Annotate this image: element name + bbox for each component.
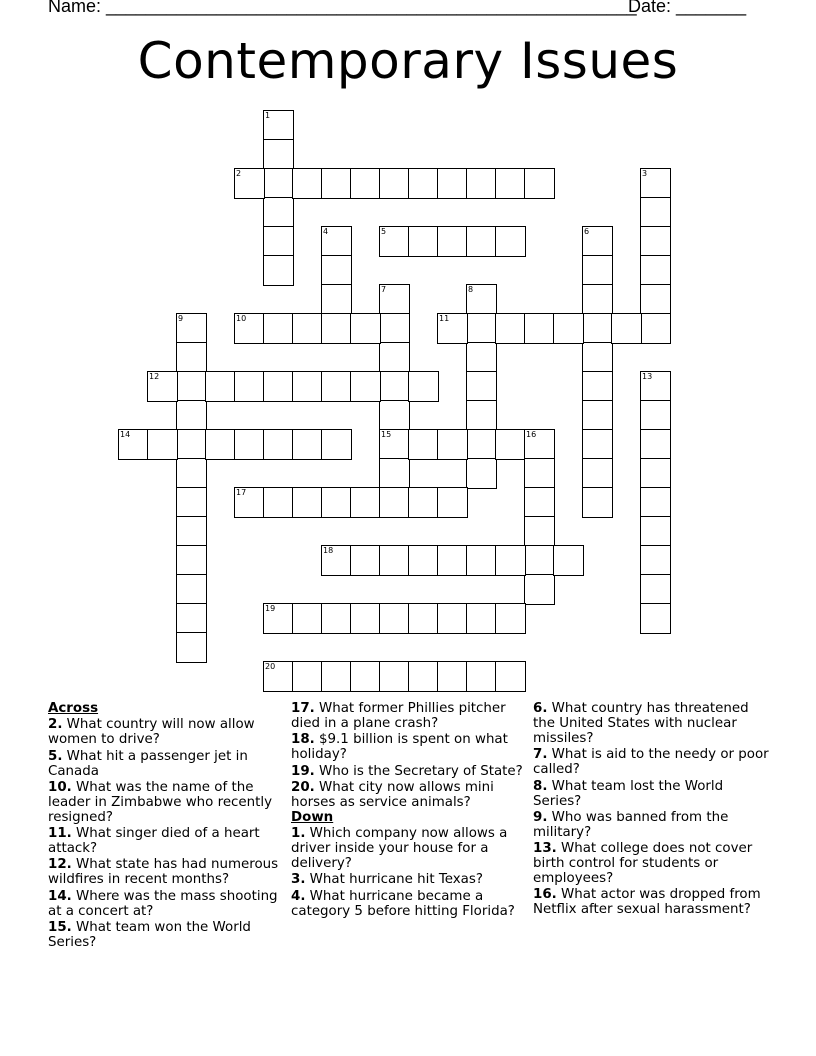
clue-text: What college does not cover birth control for students or employees? — [533, 841, 753, 887]
crossword-cell[interactable] — [321, 284, 352, 315]
crossword-cell[interactable] — [321, 603, 352, 634]
clue-number-label: 10 — [236, 314, 247, 323]
clue-number: 6. — [533, 701, 548, 716]
crossword-cell[interactable] — [176, 429, 207, 460]
crossword-cell[interactable] — [640, 313, 671, 344]
clue-number-label: 6 — [584, 227, 590, 236]
crossword-cell[interactable] — [379, 400, 410, 431]
crossword-cell[interactable] — [263, 661, 294, 692]
crossword-cell[interactable] — [640, 603, 671, 634]
clue-across-12 — [48, 857, 284, 887]
crossword-cell[interactable] — [205, 371, 236, 402]
clue-number: 8. — [533, 778, 548, 794]
crossword-cell[interactable] — [640, 226, 671, 257]
crossword-cell[interactable] — [408, 603, 439, 634]
crossword-cell[interactable] — [466, 400, 497, 431]
clue-text: What country will now allow women to drive? — [48, 717, 255, 748]
crossword-cell[interactable] — [524, 429, 555, 460]
clue-number-label: 16 — [526, 430, 537, 439]
crossword-cell[interactable] — [640, 429, 671, 460]
crossword-cell[interactable] — [524, 458, 555, 489]
clue-number-label: 13 — [642, 372, 653, 381]
crossword-cell[interactable] — [495, 603, 526, 634]
clue-across-20 — [291, 780, 527, 810]
crossword-cell[interactable] — [350, 603, 381, 634]
clue-down-7 — [533, 747, 769, 777]
clue-text: What team lost the World Series? — [533, 778, 724, 809]
clue-number: 7. — [533, 747, 548, 763]
crossword-cell[interactable] — [582, 400, 613, 431]
crossword-cell[interactable] — [118, 429, 149, 460]
crossword-cell[interactable] — [292, 313, 323, 344]
crossword-cell[interactable] — [176, 458, 207, 489]
crossword-cell[interactable] — [234, 487, 265, 518]
clue-number: 18. — [291, 732, 315, 748]
clue-across-19 — [291, 764, 527, 779]
crossword-cell[interactable] — [379, 313, 410, 344]
crossword-cell[interactable] — [321, 168, 352, 199]
crossword-cell[interactable] — [466, 661, 497, 692]
crossword-cell[interactable] — [176, 632, 207, 663]
crossword-cell[interactable] — [263, 139, 294, 170]
crossword-cell[interactable] — [495, 545, 526, 576]
clue-down-8 — [533, 779, 769, 809]
clue-number-label: 14 — [120, 430, 131, 439]
crossword-cell[interactable] — [263, 226, 294, 257]
crossword-cell[interactable] — [437, 487, 468, 518]
crossword-cell[interactable] — [437, 429, 468, 460]
clue-number: 16. — [533, 887, 557, 903]
clue-number: 4. — [291, 888, 306, 904]
crossword-cell[interactable] — [263, 429, 294, 460]
clue-across-17 — [291, 701, 527, 731]
clue-across-5 — [48, 749, 284, 779]
crossword-cell[interactable] — [292, 487, 323, 518]
clue-number: 17. — [291, 701, 315, 716]
crossword-cell[interactable] — [408, 545, 439, 576]
crossword-cell[interactable] — [234, 168, 265, 199]
crossword-cell[interactable] — [582, 342, 613, 373]
crossword-cell[interactable] — [437, 226, 468, 257]
crossword-cell[interactable] — [437, 545, 468, 576]
crossword-cell[interactable] — [379, 458, 410, 489]
crossword-cell[interactable] — [379, 226, 410, 257]
crossword-cell[interactable] — [321, 545, 352, 576]
crossword-cell[interactable] — [379, 603, 410, 634]
crossword-cell[interactable] — [176, 313, 207, 344]
crossword-cell[interactable] — [379, 429, 410, 460]
crossword-cell[interactable] — [263, 603, 294, 634]
clue-number: 9. — [533, 809, 548, 825]
crossword-cell[interactable] — [640, 458, 671, 489]
crossword-cell[interactable] — [321, 255, 352, 286]
clue-text: What hurricane became a category 5 before hitting Florida? — [291, 888, 515, 919]
clue-number-label: 20 — [265, 662, 276, 671]
clue-text: Who is the Secretary of State? — [319, 763, 523, 779]
crossword-cell[interactable] — [582, 371, 613, 402]
clue-number: 2. — [48, 717, 63, 733]
clue-down-13 — [533, 841, 769, 886]
crossword-cell[interactable] — [234, 313, 265, 344]
crossword-cell[interactable] — [234, 429, 265, 460]
crossword-cell[interactable] — [466, 284, 497, 315]
crossword-cell[interactable] — [553, 545, 584, 576]
page-title: Contemporary Issues — [137, 32, 679, 90]
crossword-cell[interactable] — [176, 545, 207, 576]
clue-text: Where was the mass shooting at a concert at? — [48, 888, 278, 919]
crossword-cell[interactable] — [263, 110, 294, 141]
crossword-cell[interactable] — [263, 255, 294, 286]
clue-text: What country has threatened the United States with nuclear missiles? — [533, 701, 749, 746]
crossword-cell[interactable] — [640, 284, 671, 315]
clues-column-3 — [533, 701, 769, 917]
date-field-line: Date: _______ — [628, 0, 747, 16]
crossword-cell[interactable] — [176, 516, 207, 547]
crossword-cell[interactable] — [321, 313, 352, 344]
crossword-cell[interactable] — [350, 661, 381, 692]
crossword-cell[interactable] — [408, 226, 439, 257]
crossword-cell[interactable] — [495, 661, 526, 692]
clue-number-label: 3 — [642, 169, 648, 178]
clue-number-label: 12 — [149, 372, 160, 381]
crossword-cell[interactable] — [611, 313, 642, 344]
clue-number-label: 19 — [265, 604, 276, 613]
clue-number: 12. — [48, 857, 72, 873]
crossword-cell[interactable] — [640, 371, 671, 402]
crossword-cell[interactable] — [263, 371, 294, 402]
crossword-cell[interactable] — [640, 545, 671, 576]
crossword-cell[interactable] — [321, 226, 352, 257]
crossword-cell[interactable] — [350, 545, 381, 576]
crossword-cell[interactable] — [379, 487, 410, 518]
clue-across-14 — [48, 889, 284, 919]
crossword-cell[interactable] — [263, 487, 294, 518]
clue-text: What city now allows mini horses as service animals? — [291, 779, 494, 810]
crossword-cell[interactable] — [292, 371, 323, 402]
crossword-cell[interactable] — [466, 168, 497, 199]
crossword-cell[interactable] — [292, 661, 323, 692]
crossword-cell[interactable] — [582, 313, 613, 344]
clue-number-label: 18 — [323, 546, 334, 555]
clue-down-4 — [291, 889, 527, 919]
crossword-cell[interactable] — [495, 226, 526, 257]
crossword-cell[interactable] — [321, 429, 352, 460]
crossword-cell[interactable] — [640, 516, 671, 547]
crossword-cell[interactable] — [524, 574, 555, 605]
crossword-cell[interactable] — [234, 371, 265, 402]
crossword-cell[interactable] — [524, 516, 555, 547]
crossword-cell[interactable] — [640, 168, 671, 199]
crossword-cell[interactable] — [495, 313, 526, 344]
clue-text: What team won the World Series? — [48, 920, 251, 951]
crossword-cell[interactable] — [466, 429, 497, 460]
clue-text: What former Phillies pitcher died in a plane crash? — [291, 701, 506, 731]
crossword-cell[interactable] — [350, 313, 381, 344]
clue-text: What hit a passenger jet in Canada — [48, 748, 248, 779]
clue-across-10 — [48, 780, 284, 825]
clue-number: 1. — [291, 826, 306, 842]
clue-across-2 — [48, 717, 284, 747]
crossword-cell[interactable] — [582, 487, 613, 518]
crossword-cell[interactable] — [379, 342, 410, 373]
crossword-cell[interactable] — [205, 429, 236, 460]
crossword-cell[interactable] — [553, 313, 584, 344]
crossword-cell[interactable] — [495, 168, 526, 199]
clue-text: Which company now allows a driver inside your house for a delivery? — [291, 826, 508, 872]
clue-text: What actor was dropped from Netflix after sexual harassment? — [533, 887, 761, 918]
clue-text: What singer died of a heart attack? — [48, 826, 260, 857]
crossword-cell[interactable] — [466, 342, 497, 373]
crossword-cell[interactable] — [582, 255, 613, 286]
crossword-cell[interactable] — [466, 458, 497, 489]
clue-down-9 — [533, 810, 769, 840]
crossword-cell[interactable] — [524, 313, 555, 344]
crossword-cell[interactable] — [379, 284, 410, 315]
crossword-cell[interactable] — [263, 197, 294, 228]
crossword-cell[interactable] — [176, 574, 207, 605]
clue-number: 3. — [291, 872, 306, 888]
crossword-cell[interactable] — [350, 371, 381, 402]
crossword-cell[interactable] — [292, 168, 323, 199]
clue-text: What is aid to the needy or poor called? — [533, 747, 769, 778]
clue-text: What was the name of the leader in Zimbabwe who recently resigned? — [48, 779, 273, 825]
clue-number: 5. — [48, 748, 63, 764]
crossword-cell[interactable] — [408, 371, 439, 402]
clue-number-label: 2 — [236, 169, 242, 178]
clue-number: 19. — [291, 763, 315, 779]
crossword-cell[interactable] — [379, 168, 410, 199]
clue-number: 10. — [48, 779, 72, 795]
clue-number-label: 11 — [439, 314, 450, 323]
crossword-cell[interactable] — [466, 371, 497, 402]
crossword-cell[interactable] — [263, 313, 294, 344]
clue-number: 20. — [291, 779, 315, 795]
clue-number-label: 7 — [381, 285, 387, 294]
crossword-cell[interactable] — [379, 545, 410, 576]
crossword-cell[interactable] — [147, 371, 178, 402]
clue-down-3 — [291, 872, 527, 887]
crossword-cell[interactable] — [582, 429, 613, 460]
crossword-cell[interactable] — [437, 313, 468, 344]
clue-text: $9.1 billion is spent on what holiday? — [291, 732, 508, 763]
crossword-cell[interactable] — [582, 458, 613, 489]
clue-text: What hurricane hit Texas? — [309, 872, 483, 888]
crossword-cell[interactable] — [321, 371, 352, 402]
crossword-cell[interactable] — [408, 487, 439, 518]
clue-across-11 — [48, 826, 284, 856]
crossword-cell[interactable] — [292, 603, 323, 634]
crossword-cell[interactable] — [466, 603, 497, 634]
crossword-cell[interactable] — [466, 313, 497, 344]
crossword-cell[interactable] — [408, 168, 439, 199]
clue-number-label: 5 — [381, 227, 387, 236]
clue-number-label: 8 — [468, 285, 474, 294]
clues-column-2 — [291, 701, 527, 919]
clue-number: 13. — [533, 841, 557, 857]
clue-number: 14. — [48, 888, 72, 904]
crossword-cell[interactable] — [524, 487, 555, 518]
clue-across-15 — [48, 920, 284, 950]
crossword-cell[interactable] — [437, 168, 468, 199]
clues-column-1 — [48, 701, 284, 950]
crossword-cell[interactable] — [147, 429, 178, 460]
crossword-cell[interactable] — [640, 574, 671, 605]
crossword-cell[interactable] — [466, 226, 497, 257]
crossword-cell[interactable] — [176, 371, 207, 402]
crossword-cell[interactable] — [582, 226, 613, 257]
crossword-cell[interactable] — [437, 661, 468, 692]
crossword-cell[interactable] — [379, 371, 410, 402]
crossword-cell[interactable] — [263, 168, 294, 199]
clue-number-label: 17 — [236, 488, 247, 497]
crossword-cell[interactable] — [640, 487, 671, 518]
crossword-cell[interactable] — [466, 545, 497, 576]
clue-down-6 — [533, 701, 769, 746]
crossword-cell[interactable] — [379, 661, 410, 692]
clue-text: Who was banned from the military? — [533, 809, 729, 840]
down-heading: Down — [291, 809, 334, 825]
crossword-cell[interactable] — [524, 545, 555, 576]
name-field-line: Name: _____________________________________________________ — [48, 0, 637, 16]
clue-number: 11. — [48, 826, 72, 842]
crossword-cell[interactable] — [495, 429, 526, 460]
crossword-cell[interactable] — [321, 487, 352, 518]
crossword-cell[interactable] — [176, 603, 207, 634]
crossword-cell[interactable] — [437, 603, 468, 634]
clue-number-label: 4 — [323, 227, 329, 236]
crossword-cell[interactable] — [176, 400, 207, 431]
crossword-cell[interactable] — [176, 342, 207, 373]
clue-number-label: 9 — [178, 314, 184, 323]
crossword-cell[interactable] — [582, 284, 613, 315]
clue-down-16 — [533, 887, 769, 917]
crossword-cell[interactable] — [350, 487, 381, 518]
crossword-cell[interactable] — [640, 400, 671, 431]
clue-number: 15. — [48, 920, 72, 936]
clue-across-18 — [291, 732, 527, 762]
clue-down-1 — [291, 826, 527, 871]
clue-number-label: 1 — [265, 111, 271, 120]
crossword-cell[interactable] — [321, 661, 352, 692]
crossword-cell[interactable] — [176, 487, 207, 518]
crossword-cell[interactable] — [408, 661, 439, 692]
crossword-cell[interactable] — [640, 255, 671, 286]
crossword-cell[interactable] — [640, 197, 671, 228]
across-heading: Across — [48, 701, 99, 716]
clue-number-label: 15 — [381, 430, 392, 439]
crossword-cell[interactable] — [292, 429, 323, 460]
clue-text: What state has had numerous wildfires in recent months? — [48, 857, 279, 888]
crossword-cell[interactable] — [524, 168, 555, 199]
crossword-cell[interactable] — [350, 168, 381, 199]
crossword-cell[interactable] — [408, 429, 439, 460]
